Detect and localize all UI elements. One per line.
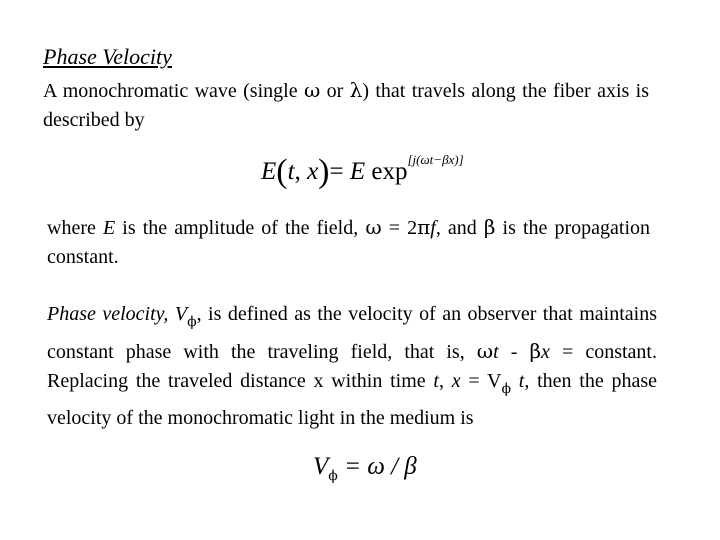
x-variable: x (451, 370, 461, 392)
text-run: = constant. Replacing the traveled distance x within time (47, 341, 657, 392)
phi-subscript: ϕ (501, 381, 512, 397)
phase-velocity-paragraph (47, 300, 657, 433)
eq-close-paren: ) (318, 153, 330, 190)
eq-exponent: [j(ωt−βx)] (407, 152, 464, 167)
eq-E: E (261, 158, 277, 185)
beta-symbol: β (529, 339, 542, 363)
eq-phi-subscript: ϕ (328, 468, 338, 484)
eq-exp: exp (365, 158, 408, 185)
x-variable: x (541, 341, 550, 363)
definition-paragraph (47, 213, 650, 272)
text-run: is the amplitude of the field, (115, 217, 366, 239)
eq-x: x (307, 158, 319, 185)
text-run: , and (435, 217, 484, 239)
eq-t: t (287, 158, 295, 185)
text-run: = V (460, 370, 502, 392)
text-run (511, 370, 519, 392)
eq-rhs: = ω / β (337, 453, 417, 480)
text-run: ) that travels along the fiber axis is described by (43, 80, 649, 131)
t-variable: t (433, 370, 439, 392)
phase-velocity-equation (313, 453, 417, 484)
phi-subscript: ϕ (187, 314, 197, 330)
E-variable: E (102, 217, 116, 239)
eq-E-amplitude: E (349, 158, 366, 185)
t-variable: t (493, 341, 499, 363)
text-run: - (498, 341, 530, 363)
lambda-symbol: λ (349, 78, 363, 102)
wave-equation (261, 152, 464, 191)
eq-V: V (313, 453, 329, 480)
text-run: , (438, 370, 452, 392)
omega-symbol: ω (365, 215, 382, 239)
text-run: A monochromatic wave (single (43, 80, 304, 102)
text-run: or (320, 80, 350, 102)
t-variable: t (518, 370, 525, 392)
f-variable: f (430, 217, 436, 239)
text-run: is the propagation constant. (47, 217, 651, 268)
text-run: , is defined as the velocity of an observer that maintains constant phase with the traveling field, that is, (47, 303, 657, 363)
pi-symbol: π (417, 215, 431, 239)
text-run: , then the phase velocity of the monochromatic light in the medium is (47, 370, 658, 429)
eq-equals: = (329, 158, 350, 185)
omega-symbol: ω (476, 339, 494, 363)
text-run: where (47, 217, 103, 239)
beta-symbol: β (483, 215, 496, 239)
eq-comma: , (294, 158, 308, 185)
omega-symbol: ω (303, 78, 321, 102)
text-run: Phase velocity, V (47, 303, 188, 325)
text-run: = 2 (381, 217, 418, 239)
intro-paragraph (43, 76, 649, 135)
eq-open-paren: ( (276, 153, 288, 190)
slide-title: Phase Velocity (43, 44, 172, 69)
